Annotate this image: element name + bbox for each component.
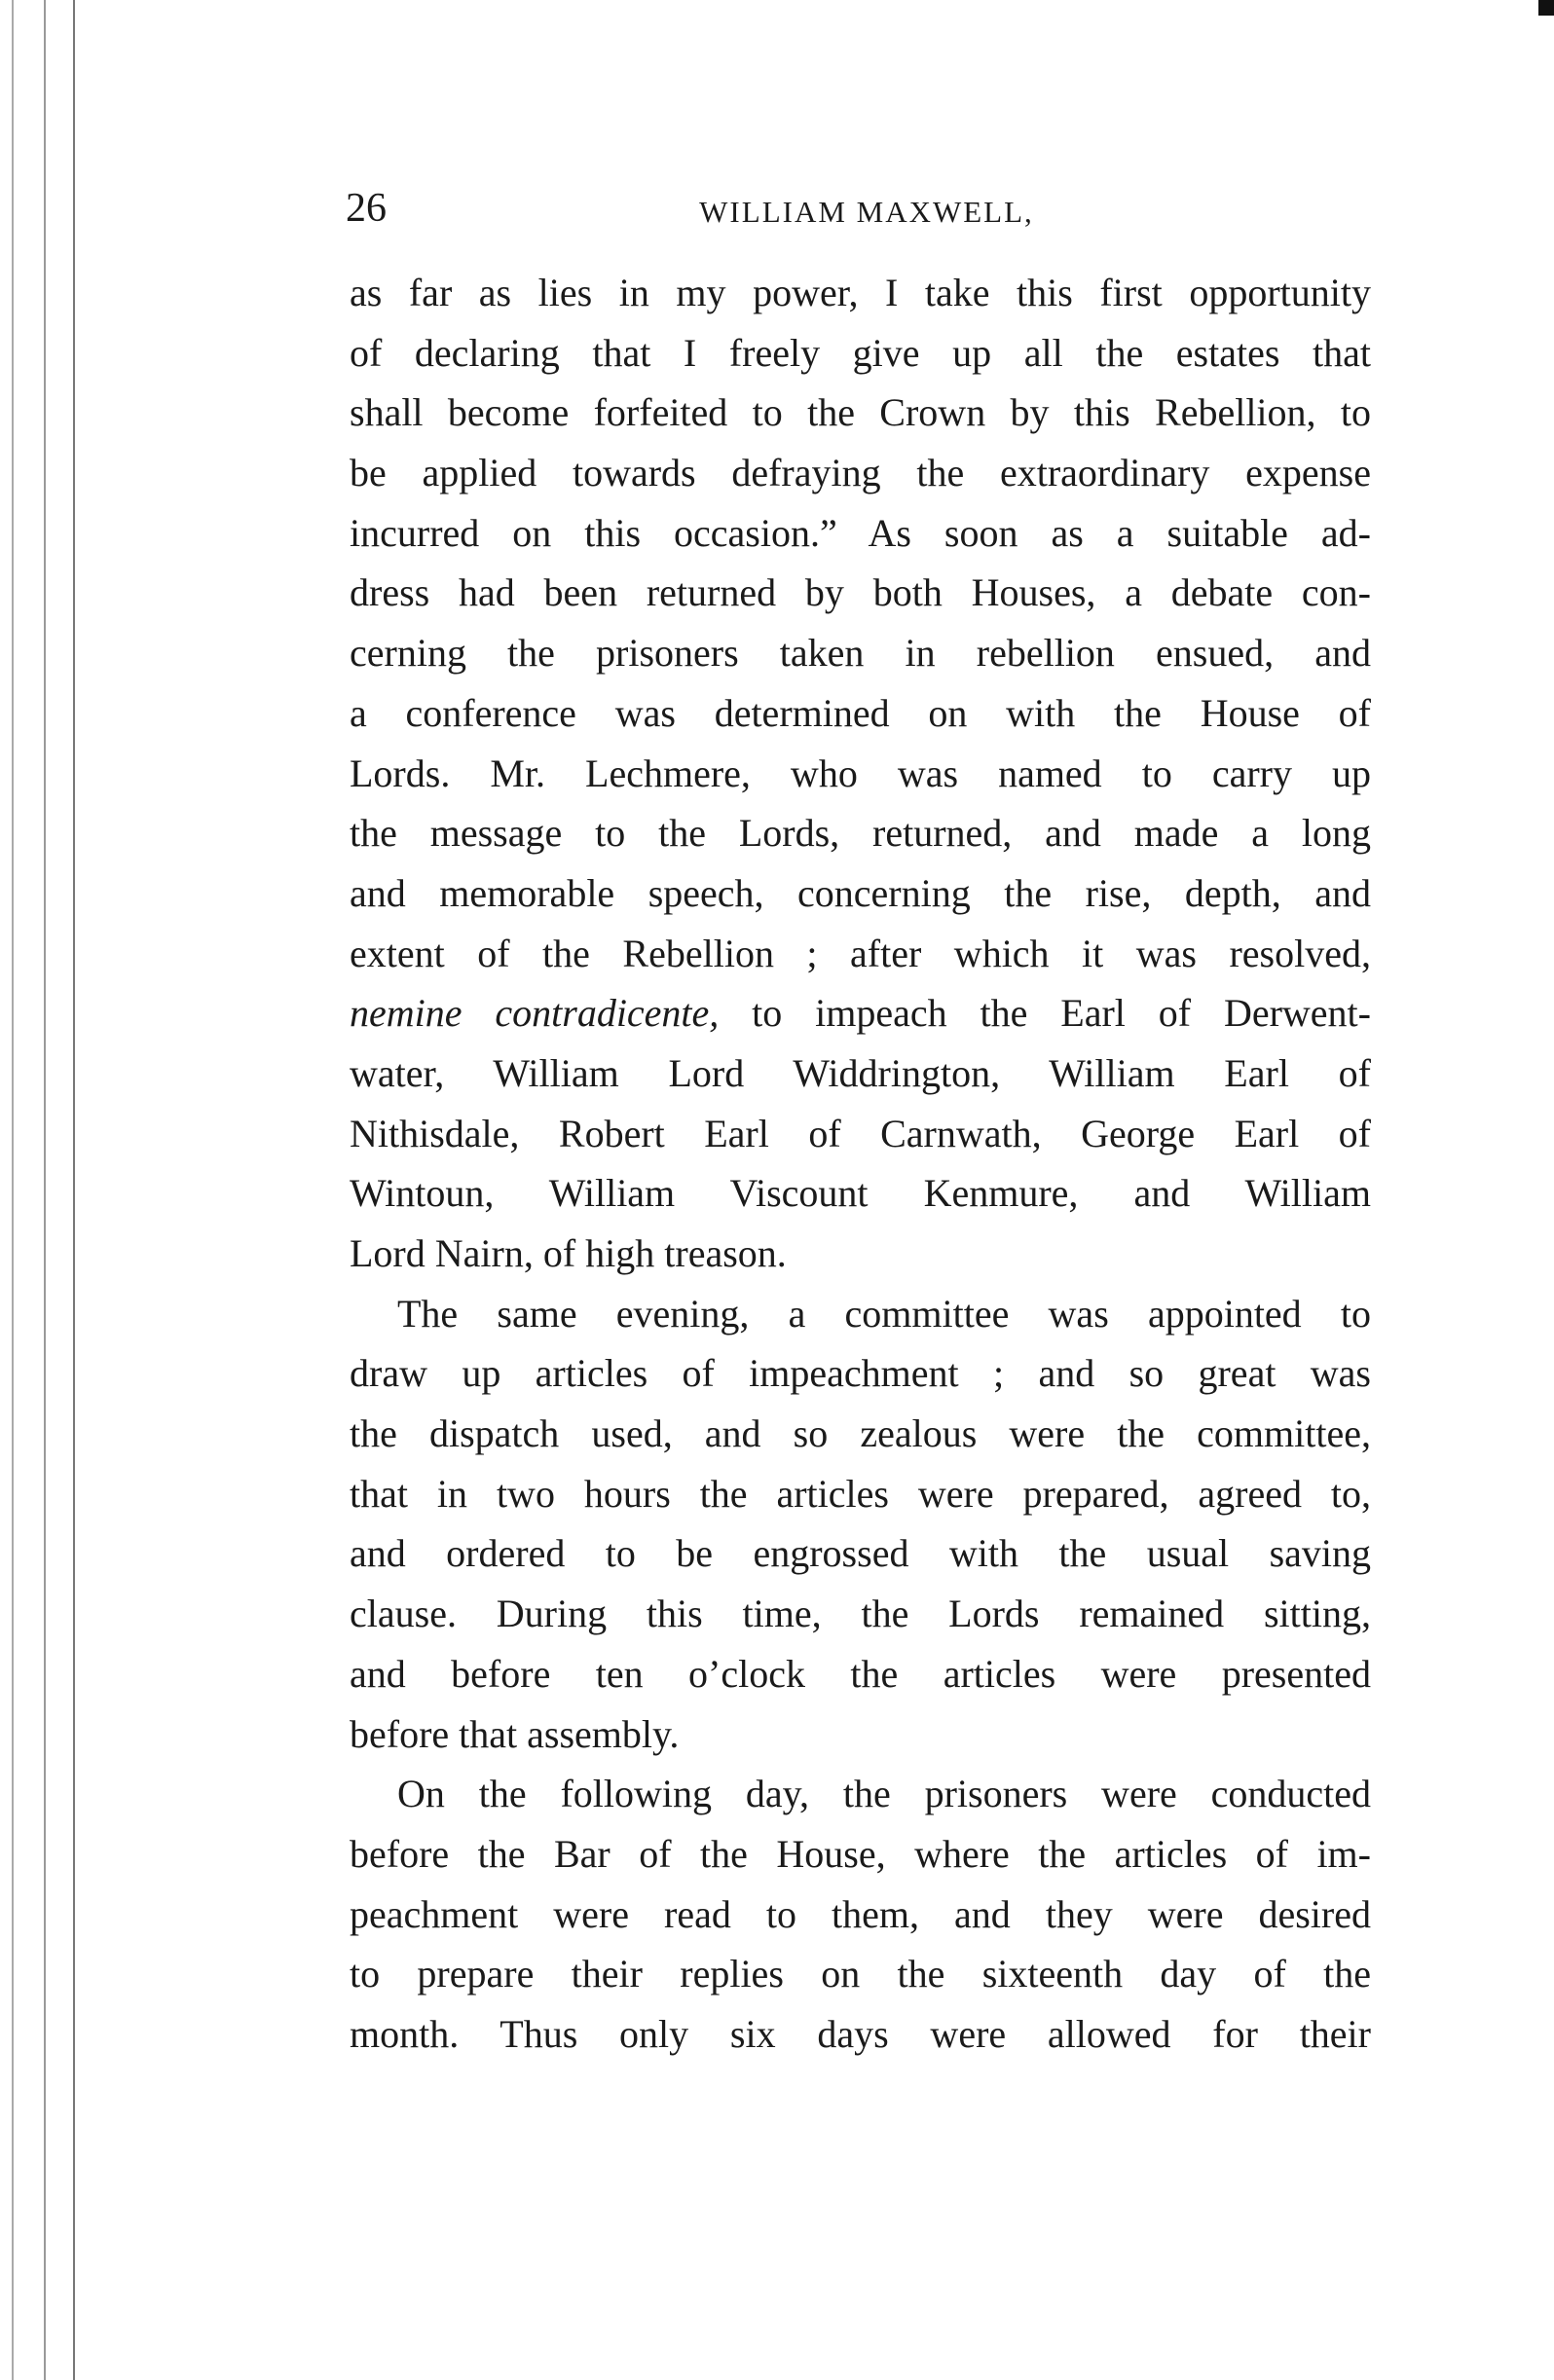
- text-line: peachment were read to them, and they were desired: [350, 1891, 1371, 1936]
- text-line: The same evening, a committee was appointed to: [397, 1291, 1371, 1336]
- text-line: and memorable speech, concerning the rise, depth, and: [350, 870, 1371, 915]
- scan-edge-line: [44, 0, 46, 2380]
- text-line: incurred on this occasion.” As soon as a suitable ad-: [350, 510, 1371, 555]
- text-line: as far as lies in my power, I take this first opportunity: [350, 271, 1371, 314]
- text-line: that in two hours the articles were prepared, agreed to,: [350, 1471, 1371, 1516]
- text-line-rest: to impeach the Earl of Derwent-: [719, 991, 1371, 1036]
- text-line: and before ten o’clock the articles were presented: [350, 1651, 1371, 1696]
- text-line: water, William Lord Widdrington, William Earl of: [350, 1050, 1371, 1095]
- text-line: shall become forfeited to the Crown by this Rebellion, to: [350, 390, 1371, 435]
- text-line: before that assembly.: [350, 1711, 680, 1756]
- text-line: Lord Nairn, of high treason.: [350, 1231, 787, 1275]
- paragraph: [350, 1764, 1371, 2064]
- text-line: to prepare their replies on the sixteenth day of the: [350, 1952, 1371, 1996]
- text-line: [350, 983, 1371, 1044]
- text-line: dress had been returned by both Houses, a debate con-: [350, 570, 1371, 615]
- text-line: On the following day, the prisoners were conducted: [397, 1772, 1371, 1816]
- text-line: cerning the prisoners taken in rebellion ensued, and: [350, 631, 1371, 676]
- page-number: 26: [346, 186, 387, 231]
- scan-mark: [1538, 0, 1554, 16]
- text-line: before the Bar of the House, where the articles of im-: [350, 1831, 1371, 1876]
- text-line: Lords. Mr. Lechmere, who was named to carry up: [350, 751, 1371, 795]
- text-line: the message to the Lords, returned, and made a long: [350, 811, 1371, 856]
- body-text: [350, 263, 1371, 2065]
- text-line: and ordered to be engrossed with the usual saving: [350, 1531, 1371, 1576]
- text-line: extent of the Rebellion ; after which it was resolved,: [350, 931, 1371, 975]
- paragraph: [350, 1284, 1371, 1765]
- text-line: be applied towards defraying the extraordinary expense: [350, 451, 1371, 495]
- paragraph: [350, 1044, 1371, 1284]
- text-line: Wintoun, William Viscount Kenmure, and William: [350, 1171, 1371, 1216]
- italic-phrase: nemine contradicente,: [350, 991, 720, 1036]
- scan-edge-line: [73, 0, 75, 2380]
- text-line: draw up articles of impeachment ; and so great was: [350, 1351, 1371, 1396]
- text-line: month. Thus only six days were allowed for their: [350, 2011, 1371, 2056]
- text-line: of declaring that I freely give up all the estates that: [350, 330, 1371, 375]
- text-line: Nithisdale, Robert Earl of Carnwath, George Earl of: [350, 1111, 1371, 1155]
- text-line: the dispatch used, and so zealous were the committee,: [350, 1411, 1371, 1456]
- paragraph: [350, 263, 1371, 983]
- text-line: a conference was determined on with the House of: [350, 690, 1371, 735]
- running-title: WILLIAM MAXWELL,: [699, 195, 1034, 229]
- scan-edge-line: [12, 0, 14, 2380]
- text-line: clause. During this time, the Lords remained sitting,: [350, 1592, 1371, 1636]
